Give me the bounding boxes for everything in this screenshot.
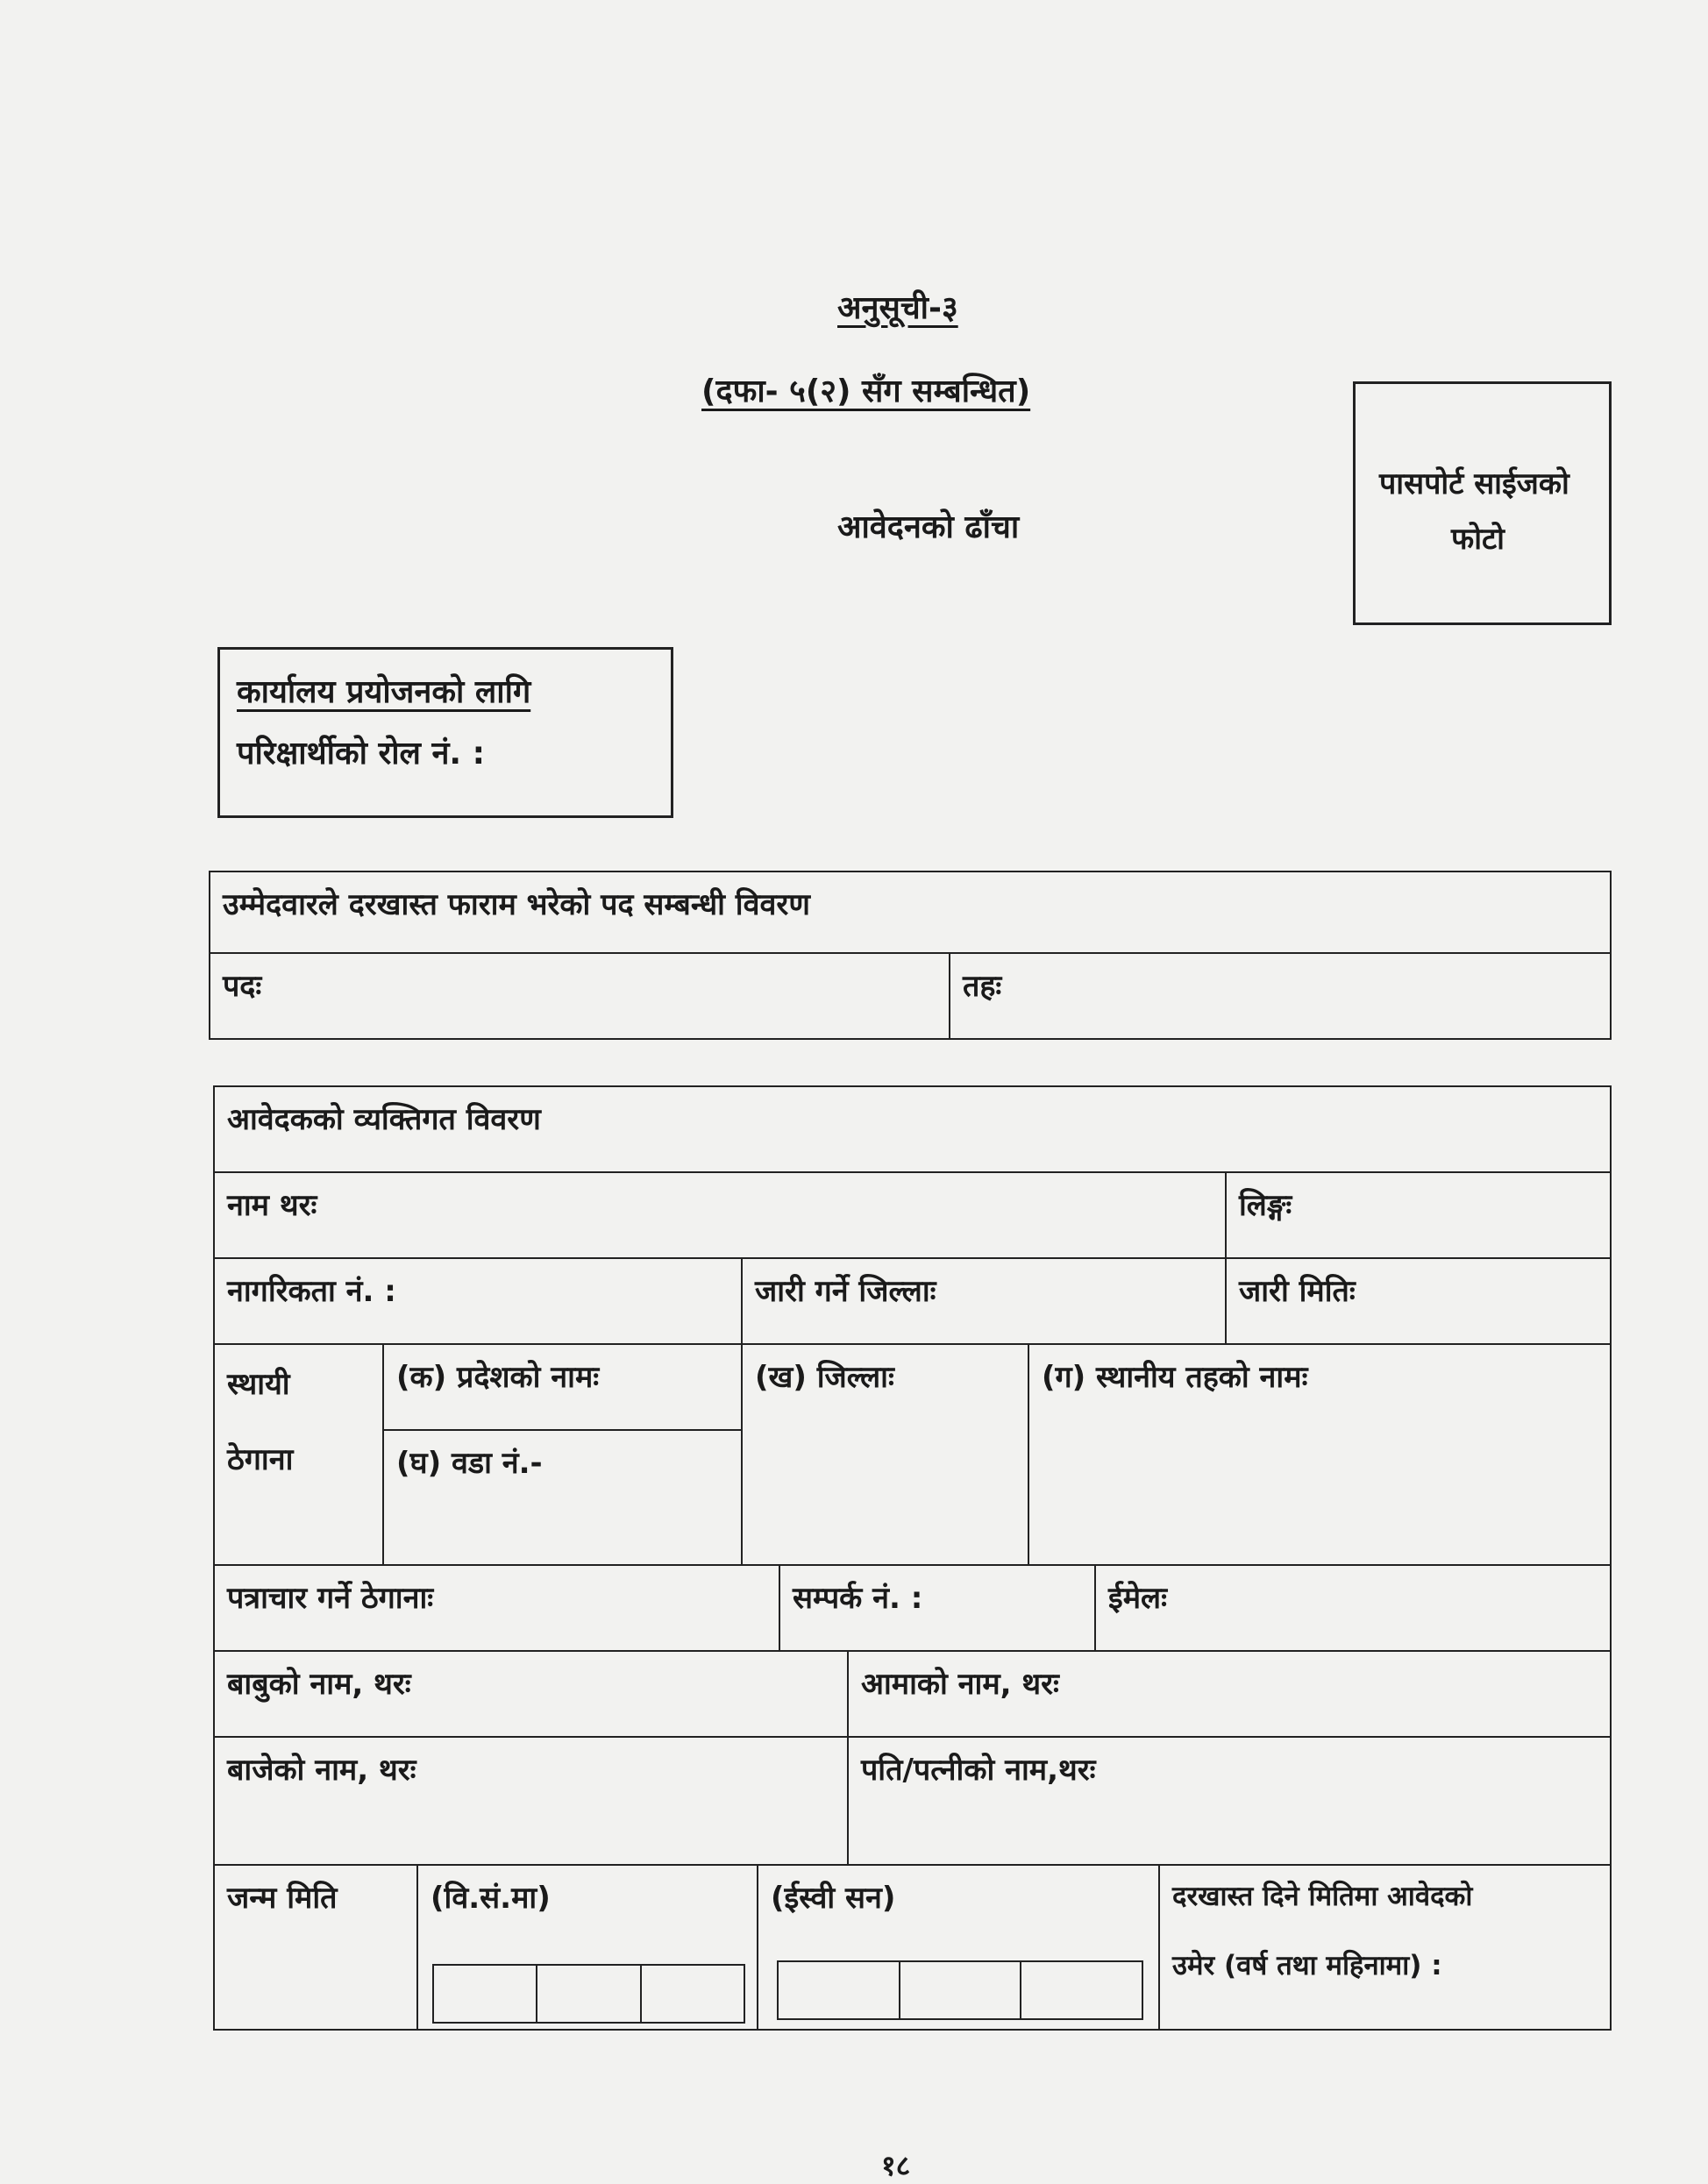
gender-label: लिङ्गः	[1239, 1188, 1292, 1223]
email-label: ईमेलः	[1108, 1581, 1167, 1616]
dob-bs-label: (वि.सं.मा)	[431, 1881, 551, 1916]
post-section-title	[209, 871, 1612, 954]
contact-field[interactable]	[779, 1564, 1096, 1652]
email-field[interactable]	[1094, 1564, 1612, 1652]
issue-date-label: जारी मितिः	[1239, 1274, 1356, 1309]
contact-label: सम्पर्क नं. :	[793, 1581, 923, 1616]
name-field[interactable]	[213, 1171, 1227, 1259]
issue-date-field[interactable]	[1225, 1257, 1612, 1345]
office-use-title: कार्यालय प्रयोजनको लागि	[237, 674, 531, 710]
ward-label: (घ) वडा नं.-	[396, 1446, 543, 1481]
post-section-title-text: उम्मेदवारले दरखास्त फाराम भरेको पद सम्बन्धी विवरण	[223, 887, 810, 922]
schedule-heading: अनुसूची-३	[837, 290, 958, 326]
level-label: तहः	[963, 969, 1002, 1004]
photo-box	[1353, 381, 1612, 625]
local-level-label: (ग) स्थानीय तहको नामः	[1042, 1360, 1308, 1395]
permanent-label-1: स्थायी	[227, 1367, 290, 1402]
spouse-name-field[interactable]	[847, 1736, 1612, 1866]
local-level-field[interactable]	[1028, 1343, 1612, 1566]
ward-field[interactable]	[382, 1429, 743, 1566]
father-name-field[interactable]	[213, 1650, 849, 1738]
form-title: आवेदनको ढाँचा	[837, 509, 1020, 545]
mother-name-label: आमाको नाम, थरः	[861, 1667, 1059, 1702]
dob-ad-year-box[interactable]	[779, 1962, 900, 2018]
personal-section-title-text: आवेदकको व्यक्तिगत विवरण	[227, 1102, 541, 1137]
citizenship-label: नागरिकता नं. :	[227, 1274, 396, 1309]
mailing-address-label: पत्राचार गर्ने ठेगानाः	[227, 1581, 434, 1616]
father-name-label: बाबुको नाम, थरः	[227, 1667, 411, 1702]
issue-district-label: जारी गर्ने जिल्लाः	[755, 1274, 936, 1309]
dob-ad-input[interactable]	[777, 1960, 1143, 2020]
dob-label-cell	[213, 1864, 418, 2031]
district-label: (ख) जिल्लाः	[755, 1360, 894, 1395]
gender-field[interactable]	[1225, 1171, 1612, 1259]
photo-box-label-1: पासपोर्ट साईजको	[1379, 466, 1569, 502]
dob-ad-month-box[interactable]	[900, 1962, 1022, 2018]
district-field[interactable]	[741, 1343, 1029, 1566]
mailing-address-field[interactable]	[213, 1564, 780, 1652]
citizenship-field[interactable]	[213, 1257, 743, 1345]
level-field[interactable]	[949, 952, 1612, 1040]
grandfather-name-label: बाजेको नाम, थरः	[227, 1753, 416, 1788]
age-label-1: दरखास्त दिने मितिमा आवेदको	[1172, 1881, 1473, 1912]
age-field[interactable]	[1158, 1864, 1612, 2031]
age-label-2: उमेर (वर्ष तथा महिनामा) :	[1172, 1950, 1442, 1982]
name-label: नाम थरः	[227, 1188, 317, 1223]
post-field[interactable]	[209, 952, 950, 1040]
section-reference: (दफा- ५(२) सँग सम्बन्धित)	[701, 373, 1031, 409]
dob-ad-day-box[interactable]	[1021, 1962, 1142, 2018]
dob-bs-input[interactable]	[432, 1964, 745, 2024]
photo-box-label-2: फोटो	[1451, 522, 1505, 557]
post-label: पदः	[223, 969, 262, 1004]
grandfather-name-field[interactable]	[213, 1736, 849, 1866]
permanent-label-2: ठेगाना	[227, 1441, 294, 1477]
dob-label: जन्म मिति	[227, 1881, 338, 1916]
spouse-name-label: पति/पत्नीको नाम,थरः	[861, 1753, 1096, 1788]
roll-number-label: परिक्षार्थीको रोल नं. :	[237, 736, 486, 772]
province-field[interactable]	[382, 1343, 743, 1431]
dob-bs-year-box[interactable]	[434, 1966, 537, 2022]
dob-bs-day-box[interactable]	[642, 1966, 744, 2022]
permanent-address-label-cell	[213, 1343, 384, 1566]
dob-ad-label: (ईस्वी सन)	[771, 1881, 896, 1916]
personal-section-title	[213, 1085, 1612, 1173]
province-label: (क) प्रदेशको नामः	[396, 1360, 600, 1395]
mother-name-field[interactable]	[847, 1650, 1612, 1738]
page-number: १८	[881, 2149, 911, 2182]
issue-district-field[interactable]	[741, 1257, 1227, 1345]
dob-bs-month-box[interactable]	[537, 1966, 641, 2022]
